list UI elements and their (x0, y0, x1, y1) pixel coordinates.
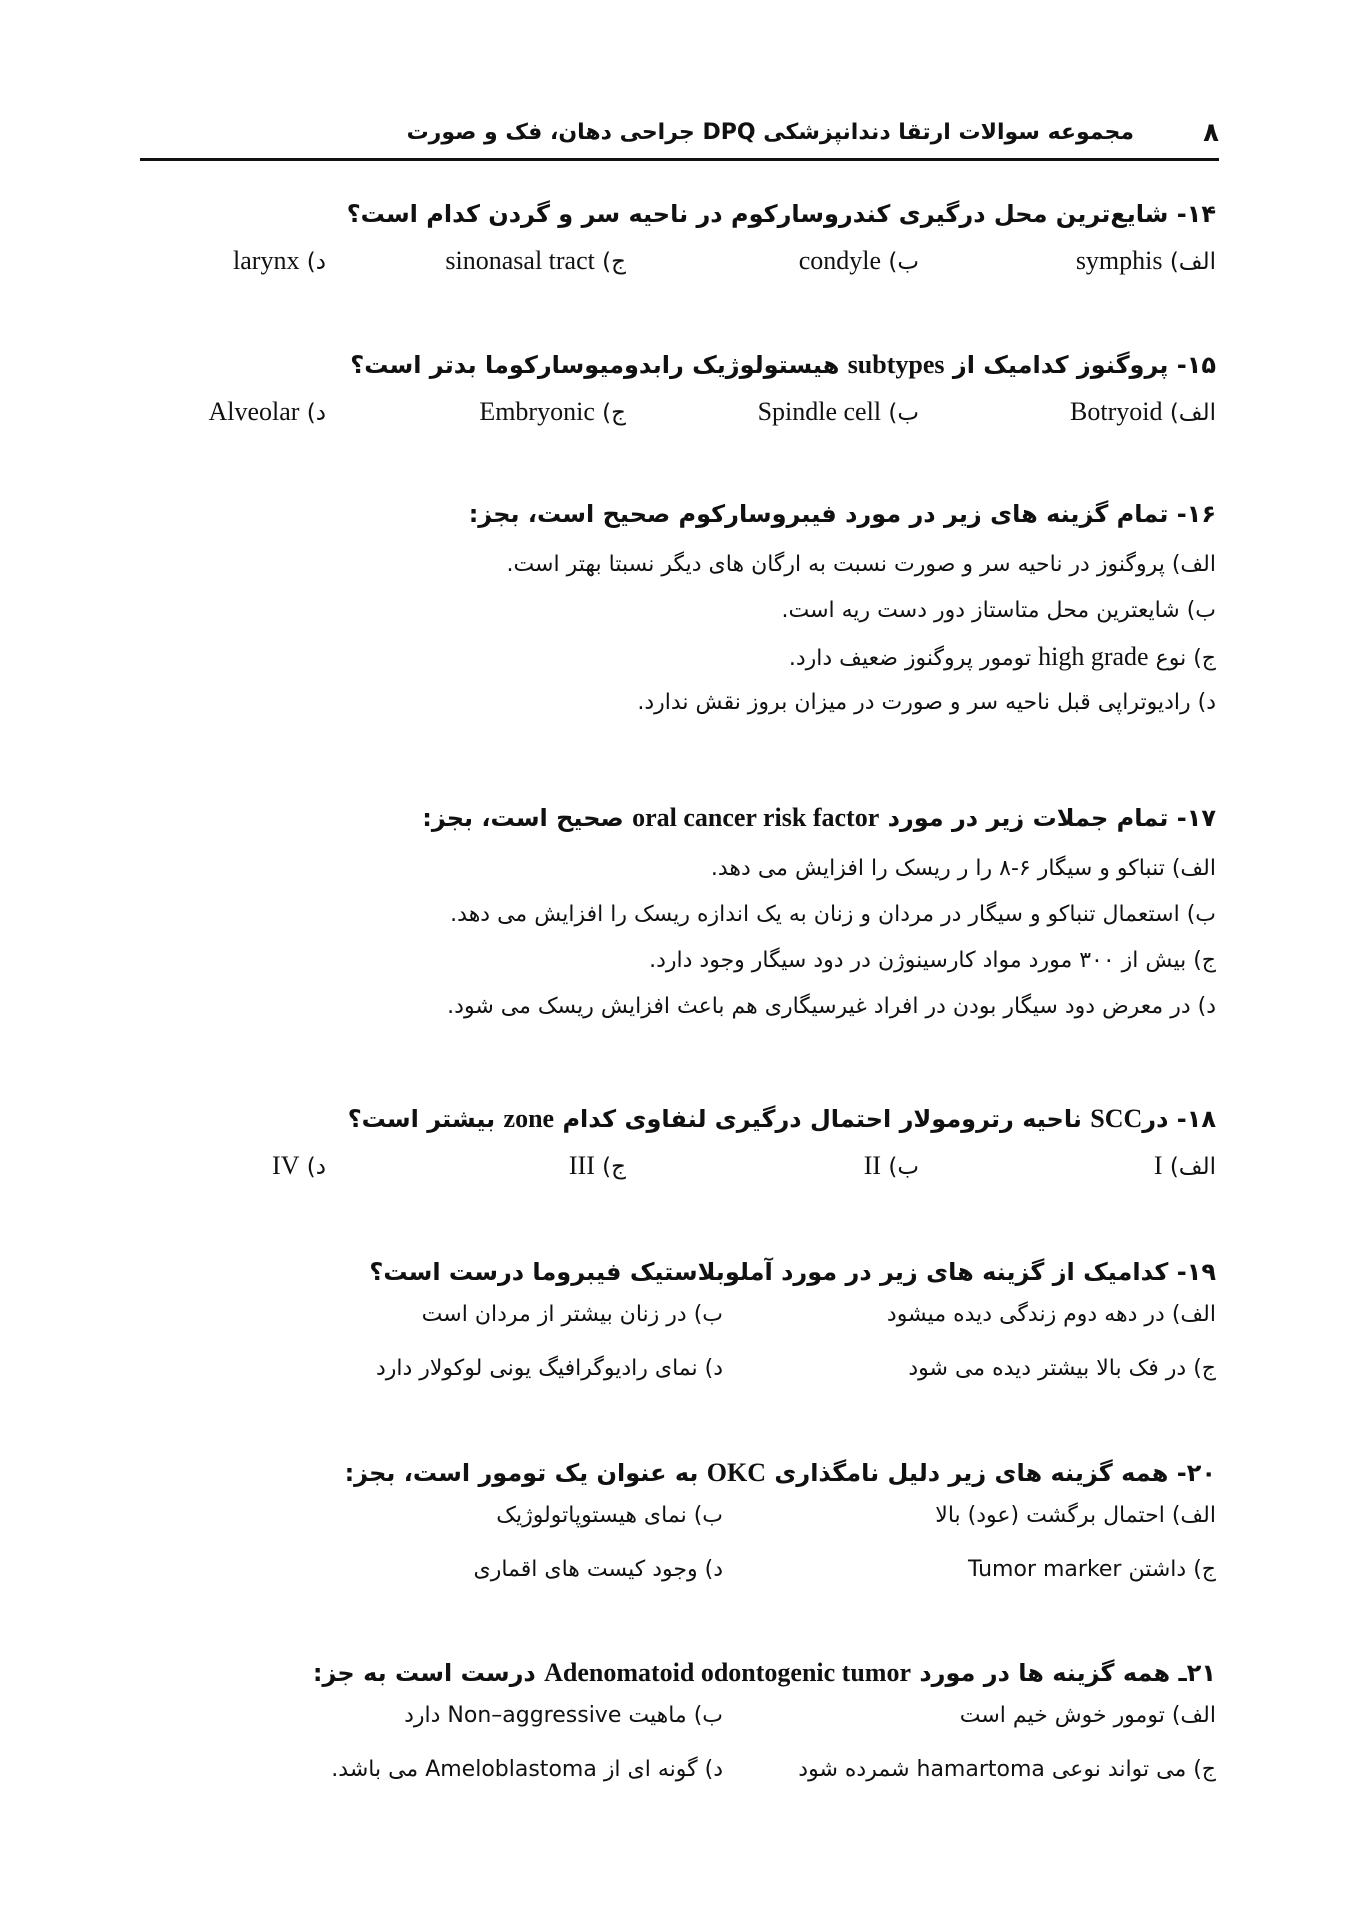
option-d: د) وجود کیست های اقماری (473, 1557, 723, 1582)
option-b: ب) II (863, 1151, 919, 1180)
option-d: د) Alveolar (208, 397, 326, 426)
option-a: الف) در دهه دوم زندگی دیده میشود (886, 1302, 1216, 1327)
option-c: ج) نوع high grade تومور پروگنوز ضعیف دارد. (788, 642, 1216, 671)
option-c: ج) داشتن Tumor marker (968, 1557, 1216, 1582)
option-c: ج) در فک بالا بیشتر دیده می شود (908, 1356, 1216, 1381)
header-title: مجموعه سوالات ارتقا دندانپزشکی DPQ جراحی دهان، فک و صورت (406, 120, 1134, 145)
page-header (140, 112, 1219, 161)
option-c: ج) Embryonic (479, 397, 626, 426)
option-d: د) نمای رادیوگرافیگ یونی لوکولار دارد (375, 1356, 723, 1381)
option-b: ب) در زنان بیشتر از مردان است (421, 1302, 723, 1327)
option-a: الف) پروگنوز در ناحیه سر و صورت نسبت به ارگان های دیگر نسبتا بهتر است. (506, 552, 1216, 577)
option-c: ج) بیش از ۳۰۰ مورد مواد کارسینوژن در دود سیگار وجود دارد. (649, 948, 1216, 973)
question-15 (140, 345, 1216, 441)
option-b: ب) Spindle cell (757, 397, 919, 426)
page-number: ۸ (1203, 118, 1219, 148)
option-a: الف) احتمال برگشت (عود) بالا (935, 1503, 1216, 1528)
question-title: ۱۹- کدامیک از گزینه های زیر در مورد آملوبلاستیک فیبروما درست است؟ (369, 1258, 1216, 1286)
question-title: ۱۴- شایع‌ترین محل درگیری کندروسارکوم در ناحیه سر و گردن کدام است؟ (346, 200, 1216, 228)
option-a: الف) Botryoid (1070, 397, 1216, 426)
question-title: ۱۵- پروگنوز کدامیک از subtypes هیستولوژیک رابدومیوسارکوما بدتر است؟ (350, 350, 1216, 379)
option-d: د) larynx (233, 246, 326, 275)
question-19 (140, 1252, 1216, 1410)
question-title: ۲۱ـ همه گزینه ها در مورد Adenomatoid odontogenic tumor درست است به جز: (312, 1658, 1216, 1687)
options (140, 1151, 1216, 1195)
question-title: ۲۰- همه گزینه های زیر دلیل نامگذاری OKC به عنوان یک تومور است، بجز: (344, 1458, 1216, 1487)
option-a: الف) symphis (1075, 246, 1216, 275)
options (140, 542, 1216, 726)
option-d: د) گونه ای از Ameloblastoma می باشد. (331, 1757, 723, 1782)
option-b: ب) condyle (798, 246, 919, 275)
option-a: الف) تنباکو و سیگار ۶-۸ را ر ریسک را افزایش می دهد. (710, 856, 1216, 881)
question-20 (140, 1453, 1216, 1611)
question-title: ۱۶- تمام گزینه های زیر در مورد فیبروسارکوم صحیح است، بجز: (468, 500, 1216, 528)
option-d: د) IV (272, 1151, 326, 1180)
option-b: ب) استعمال تنباکو و سیگار در مردان و زنان به یک اندازه ریسک را افزایش می دهد. (450, 902, 1216, 927)
question-17 (140, 798, 1216, 1030)
question-21 (140, 1653, 1216, 1811)
option-c: ج) می تواند نوعی hamartoma شمرده شود (798, 1757, 1216, 1782)
option-b: ب) نمای هیستوپاتولوژیک (496, 1503, 723, 1528)
option-d: د) در معرض دود سیگار بودن در افراد غیرسیگاری هم باعث افزایش ریسک می شود. (447, 994, 1216, 1019)
options (140, 246, 1216, 290)
question-title: ۱۸- درSCC ناحیه رترومولار احتمال درگیری لنفاوی کدام zone بیشتر است؟ (347, 1104, 1216, 1133)
option-d: د) رادیوتراپی قبل ناحیه سر و صورت در میزان بروز نقش ندارد. (637, 690, 1216, 715)
question-16 (140, 494, 1216, 726)
option-a: الف) I (1153, 1151, 1216, 1180)
options (140, 397, 1216, 441)
options (140, 1302, 1216, 1410)
options (140, 1503, 1216, 1611)
question-18 (140, 1099, 1216, 1195)
question-14 (140, 194, 1216, 290)
question-title: ۱۷- تمام جملات زیر در مورد oral cancer risk factor صحیح است، بجز: (422, 803, 1216, 832)
option-c: ج) sinonasal tract (445, 246, 626, 275)
options (140, 846, 1216, 1030)
option-b: ب) ماهیت Non–aggressive دارد (404, 1703, 723, 1728)
options (140, 1703, 1216, 1811)
option-b: ب) شایعترین محل متاستاز دور دست ریه است. (781, 598, 1216, 623)
option-a: الف) تومور خوش خیم است (959, 1703, 1216, 1728)
option-c: ج) III (568, 1151, 626, 1180)
